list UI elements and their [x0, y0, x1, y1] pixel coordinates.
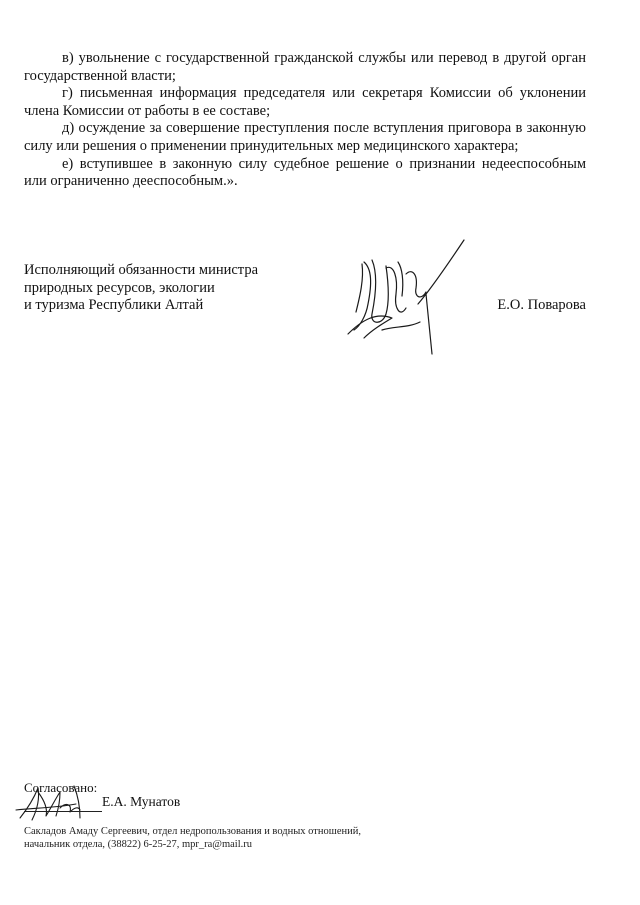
signatory-title-line-3: и туризма Республики Алтай — [24, 297, 204, 314]
paragraph-item-d: д) осуждение за совершение преступления после вступления приговора в законную силу или решения о применении принудительных мер медицинского характера; — [24, 120, 586, 154]
document-body — [24, 50, 586, 191]
signatory-title-line-1: Исполняющий обязанности министра — [24, 262, 259, 278]
paragraph-item-e: е) вступившее в законную силу судебное решение о признании недееспособным или ограниченно дееспособным.». — [24, 155, 586, 190]
paragraph-item-g: г) письменная информация председателя или секретаря Комиссии об уклонении члена Комиссии от работы в ее составе; — [24, 85, 586, 119]
executor-info — [24, 825, 361, 851]
approval-label: Согласовано: — [24, 780, 98, 795]
handwritten-signature — [342, 234, 472, 374]
paragraph-item-v: в) увольнение с государственной гражданской службы или перевод в другой орган государственной власти; — [24, 50, 586, 84]
executor-line-1: Сакладов Амаду Сергеевич, отдел недропользования и водных отношений, — [24, 826, 361, 837]
executor-line-2: начальник отдела, (38822) 6-25-27, mpr_ra@mail.ru — [24, 839, 252, 850]
approval-signature-line — [24, 811, 102, 812]
approval-name: Е.А. Мунатов — [102, 794, 181, 809]
signatory-title-line-2: природных ресурсов, экологии — [24, 279, 215, 296]
signatory-block — [24, 262, 586, 315]
signatory-name: Е.О. Поварова — [497, 297, 586, 313]
approval-block — [24, 780, 444, 809]
